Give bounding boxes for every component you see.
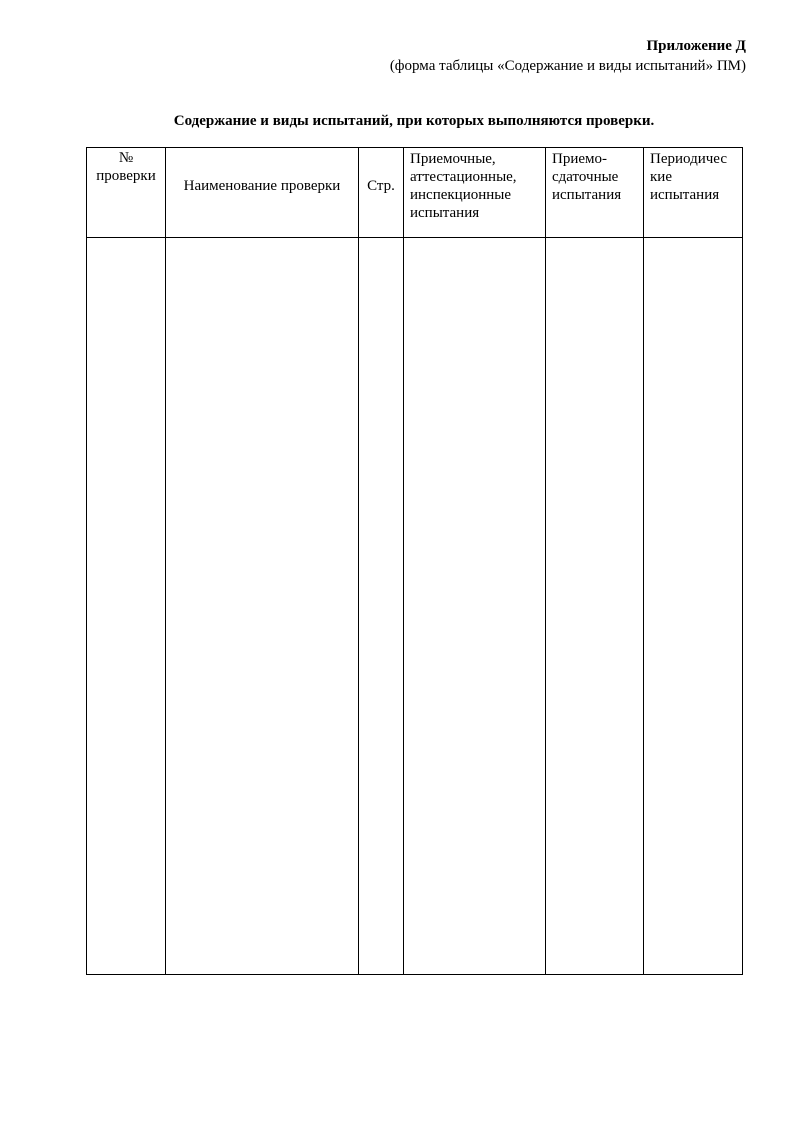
table-header-row: [87, 148, 743, 238]
column-header-label: Приемо- сдаточные испытания: [552, 151, 622, 203]
appendix-subtitle: (форма таблицы «Содержание и виды испытаний» ПМ): [389, 58, 746, 74]
column-header-delivery-tests: [546, 148, 644, 238]
column-header-label: Приемочные, аттестационные, инспекционные испытания: [410, 151, 517, 221]
column-header-label: Периодичес кие испытания: [650, 151, 727, 203]
table-cell-page[interactable]: [359, 238, 404, 975]
column-header-label: № проверки: [96, 150, 156, 184]
column-header-check-number: [87, 148, 166, 238]
tests-table: [86, 147, 743, 975]
column-header-label: Стр.: [367, 177, 395, 194]
column-header-label: Наименование проверки: [183, 177, 341, 194]
table-row: [87, 238, 743, 975]
column-header-check-name: [166, 148, 359, 238]
appendix-title: Приложение Д: [646, 38, 746, 54]
table-cell-check-name[interactable]: [166, 238, 359, 975]
column-header-page: [359, 148, 404, 238]
table-cell-check-number[interactable]: [87, 238, 166, 975]
document-heading: Содержание и виды испытаний, при которых выполняются проверки.: [173, 113, 655, 129]
table-cell-acceptance-tests[interactable]: [404, 238, 546, 975]
column-header-acceptance-tests: [404, 148, 546, 238]
table-cell-periodic-tests[interactable]: [644, 238, 743, 975]
column-header-periodic-tests: [644, 148, 743, 238]
table-cell-delivery-tests[interactable]: [546, 238, 644, 975]
